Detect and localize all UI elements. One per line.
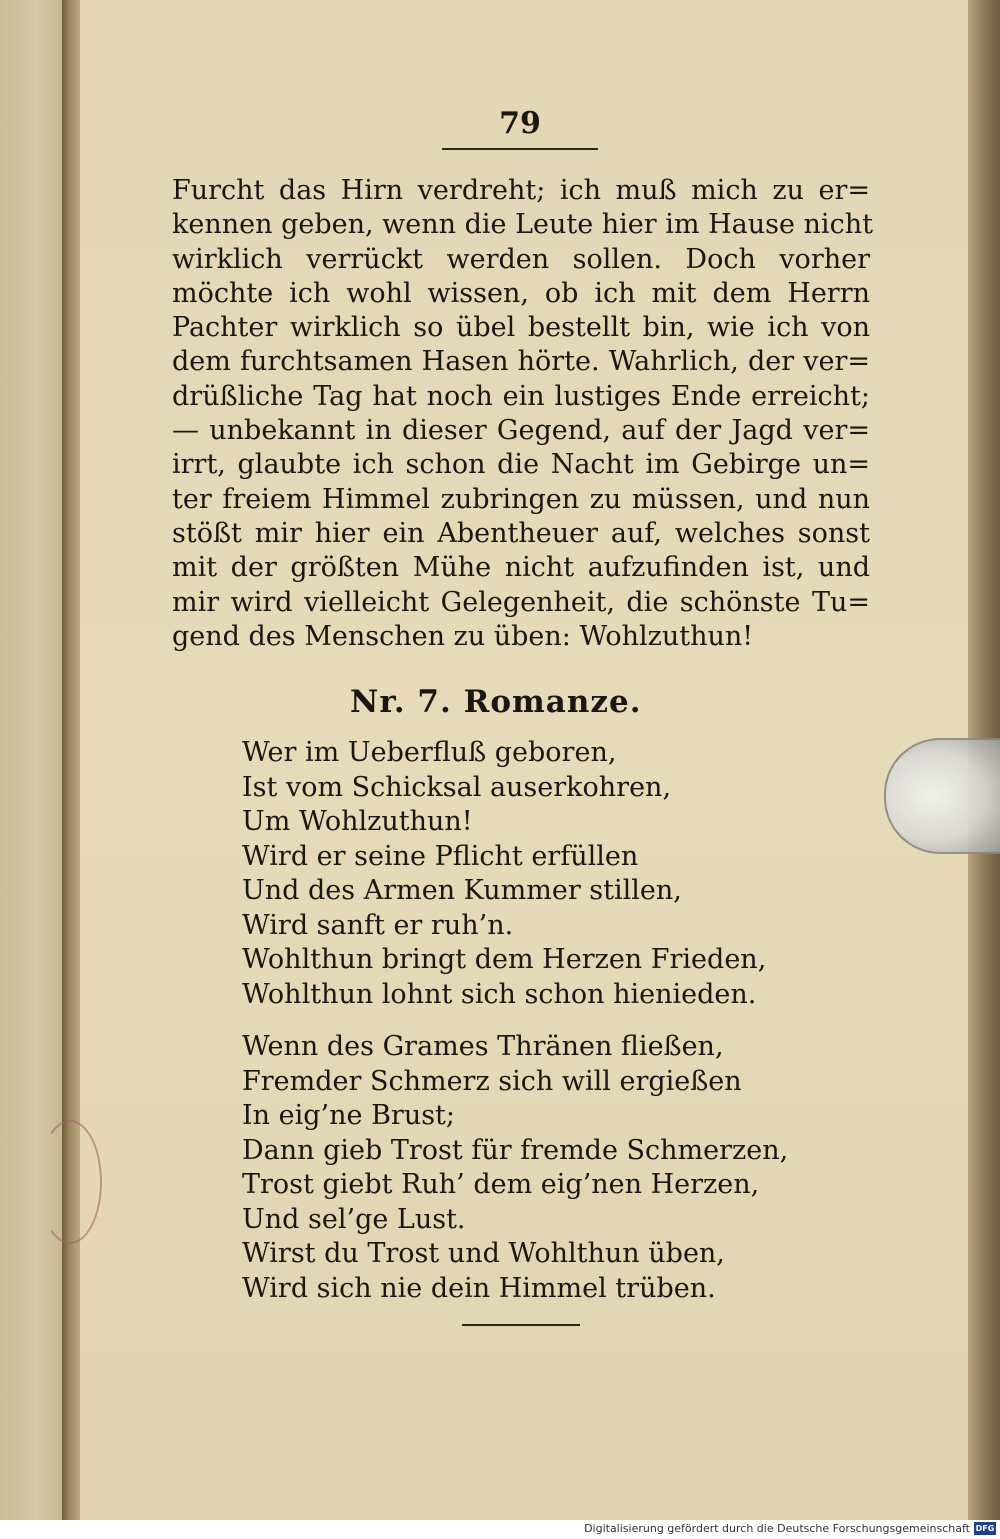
stanza-1 <box>242 736 842 1012</box>
verse-line: Ist vom Schicksal auserkohren, <box>242 771 672 803</box>
verse-line: Und sel’ge Lust. <box>242 1203 466 1235</box>
prose-line: — unbekannt in dieser Gegend, auf der Jagd ver= <box>172 415 870 447</box>
verse-line: Um Wohlzuthun! <box>242 806 473 837</box>
header-rule <box>442 148 598 150</box>
prose-line: mit der größten Mühe nicht aufzufinden ist, und <box>172 552 870 584</box>
verse-line: Fremder Schmerz sich will ergießen <box>242 1065 742 1097</box>
verse-line: Wer im Ueberfluß geboren, <box>242 737 617 768</box>
prose-line: wirklich verrückt werden sollen. Doch vorher <box>172 243 870 275</box>
prose-line: Furcht das Hirn verdreht; ich muß mich zu er= <box>172 175 870 206</box>
book-gutter <box>62 0 82 1520</box>
prose-line: kennen geben, wenn die Leute hier im Hause nicht <box>172 209 873 241</box>
verse-line: Und des Armen Kummer stillen, <box>242 875 682 906</box>
binding-thread <box>38 1120 102 1244</box>
verse-line: Dann gieb Trost für fremde Schmerzen, <box>242 1134 789 1166</box>
verse-line: Wenn des Grames Thränen fließen, <box>242 1031 724 1062</box>
verse-line: Wirst du Trost und Wohlthun üben, <box>242 1238 725 1269</box>
page-marker-tab <box>884 738 1000 854</box>
prose-line: gend des Menschen zu üben: Wohlzuthun! <box>172 620 754 652</box>
prose-line: ter freiem Himmel zubringen zu müssen, und nun <box>172 483 870 515</box>
prose-line: Pachter wirklich so übel bestellt bin, wie ich von <box>172 312 870 344</box>
verse-line: Wohlthun bringt dem Herzen Frieden, <box>242 944 767 975</box>
verse-line: Wird er seine Pflicht erfüllen <box>242 840 639 872</box>
prose-paragraph <box>172 174 873 654</box>
closing-rule <box>462 1324 580 1326</box>
verse-line: Trost giebt Ruh’ dem eig’nen Herzen, <box>242 1169 760 1200</box>
page-number: 79 <box>499 106 541 141</box>
prose-line: möchte ich wohl wissen, ob ich mit dem Herrn <box>172 277 870 309</box>
prose-line: stößt mir hier ein Abentheuer auf, welches sonst <box>172 517 870 549</box>
prose-line: irrt, glaubte ich schon die Nacht im Gebirge un= <box>172 449 870 481</box>
prose-line: mir wird vielleicht Gelegenheit, die schönste Tu= <box>172 586 870 618</box>
prose-line: drüßliche Tag hat noch ein lustiges Ende erreicht; <box>172 380 870 412</box>
verse-line: Wird sich nie dein Himmel trüben. <box>242 1272 716 1304</box>
song-heading: Nr. 7. Romanze. <box>350 684 642 720</box>
dfg-logo-icon: DFG <box>975 1524 995 1533</box>
verse-line: In eig’ne Brust; <box>242 1100 456 1131</box>
verse-line: Wohlthun lohnt sich schon hienieden. <box>242 978 757 1010</box>
verse-line: Wird sanft er ruh’n. <box>242 909 514 941</box>
stanza-2 <box>242 1030 842 1306</box>
funding-credit: Digitalisierung gefördert durch die Deutsche Forschungsgemeinschaft <box>584 1522 970 1535</box>
prose-line: dem furchtsamen Hasen hörte. Wahrlich, der ver= <box>172 346 870 378</box>
left-page-edge <box>0 0 62 1520</box>
